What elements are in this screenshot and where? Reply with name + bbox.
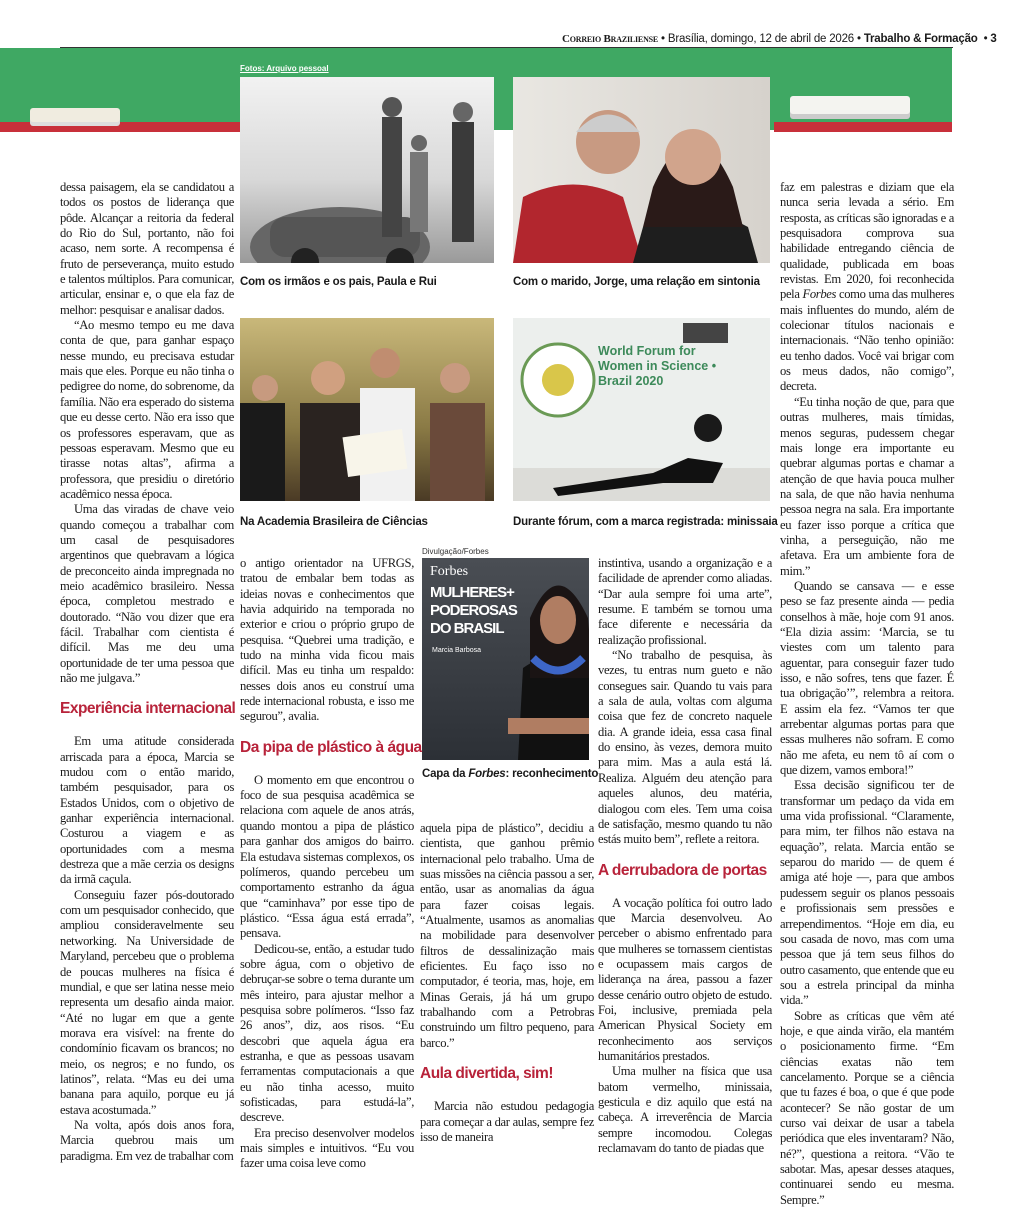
photo-forum: [513, 318, 770, 501]
section-heading: Aula divertida, sim!: [420, 1065, 553, 1083]
article-paragraph: aquela pipa de plástico”, decidiu a cientista, que ganhou prêmio internacional pelo trabalho. Uma de suas missões na ciência passou a ser, então, usar as anomalias da água para fazer coisas legais. “Atualmente, usamos as anomalias na mobilidade para desenvolver filtros de dessalinização mais eficientes. Eu faço isso no computador, é teoria, mas, hoje, em Minas Gerais, já há um grupo trabalhando com a Petrobras construindo um filtro pequeno, para barco.”: [420, 821, 594, 1050]
photo-academy: [240, 318, 494, 501]
red-stripe-right: [774, 122, 952, 132]
article-paragraph: Dedicou-se, então, a estudar tudo sobre água, com o objetivo de debruçar-se sobre o tema durante um mês inteiro, para ajustar melhor a pesquisa sobre polímeros. “Isso faz 26 anos”, diz, aos risos. “Eu descobri que aquela água era estranha, e que as pessoas usavam ferramentas computacionais a que eu não tinha acesso, muito sofisticadas, para estudá-la”, descreve.: [240, 941, 414, 1125]
photo-caption: Com o marido, Jorge, uma relação em sintonia: [513, 276, 760, 288]
article-paragraph: Sobre as críticas que vêm até hoje, e que ainda virão, ela mantém o posicionamento firme. “Em ciências exatas não tem cancelamento. Porque se a ciência que tu fazes é boa, o que é que pode acontecer? Se não gostar de um curso vai deixar de usar a tabela periódica que eles inventaram? Não, né?”, questiona a reitora. “Vão te sabotar. Mas, apesar desses ataques, continuarei sendo eu mesma. Sempre.”: [780, 1008, 954, 1207]
article-paragraph: “Eu tinha noção de que, para que outras mulheres, mais tímidas, menos seguras, pudessem chegar mais longe era importante eu quebrar algumas portas e chamar a atenção de que havia pouca mulher na sala, de que não havia nenhuma pessoa negra na sala. Era importante eu fazer isso porque a crítica que vinha, a perseguição, não me afetava. Era um ambiente fora de mim.”: [780, 394, 954, 578]
red-stripe-left: [0, 122, 240, 132]
newspaper-name: Correio Braziliense: [562, 33, 659, 45]
photo-caption: Com os irmãos e os pais, Paula e Rui: [240, 276, 437, 288]
caption-italic: Forbes: [468, 768, 506, 780]
section-heading: A derrubadora de portas: [598, 861, 767, 879]
caption-text: Capa da: [422, 768, 469, 780]
cover-caption: [422, 768, 598, 780]
article-column-5: [780, 180, 954, 1208]
dateline: Brasília, domingo, 12 de abril de 2026: [667, 33, 854, 45]
section-heading: Da pipa de plástico à água: [240, 738, 422, 756]
article-paragraph: Essa decisão significou ter de transformar um pedaço da vida em uma vida profissional. “Claramente, para mim, ter filhos não estava na equação”, relata. Marcia então se separou do marido — de quem é amiga até hoje —, para que ambos pudessem seguir os planos pessoais e profissionais sem pressões e arrependimentos. “Hoje em dia, eu sou casada de novo, mas com uma pessoa que já tem seus filhos do outro casamento, que entende que eu sou a estrela principal da minha vida.”: [780, 778, 954, 1008]
page-number: 3: [990, 33, 997, 45]
article-paragraph: Uma das viradas de chave veio quando começou a trabalhar com um casal de pesquisadores argentinos que quebravam a lógica de preconceito ainda impregnada no meio acadêmico brasileiro. Nessa época, completou mestrado e doutorado. “Não vou dizer que era fácil. Trabalhar com cientista é difícil. Mas me deu uma oportunidade de ter uma pessoa que não me julgava.”: [60, 502, 234, 685]
article-paragraph: A vocação política foi outro lado que Marcia desenvolveu. Ao perceber o abismo enfrentado para que mulheres se tornassem cientistas e ocupassem mais cargos de liderança na área, passou a fazer desse cenário outro objeto de estudo. Foi, inclusive, premiada pela American Physical Society em reconhecimento aos serviços humanitários prestados.: [598, 895, 772, 1063]
poster-title: World Forum for Women in Science • Brazil 2020: [598, 344, 717, 388]
photo-caption: Na Academia Brasileira de Ciências: [240, 516, 428, 528]
book-illustration-left: [30, 108, 120, 122]
paragraph-text: faz em palestras e diziam que ela nunca seria levada a sério. Em resposta, as críticas são ignoradas e a pesquisadora comprova sua habilidade entregando ciência de qualidade, publicada em boas revistas. Em 2020, foi reconhecida pela: [780, 180, 954, 302]
italic-text: Forbes: [802, 287, 837, 302]
article-paragraph: Conseguiu fazer pós-doutorado com um pesquisador conhecido, que ampliou consideravelmente seu networking. Na Universidade de Maryland, percebeu que o problema de poucas mulheres na física é mundial, e que ser latina nesse meio representa um desafio ainda maior. “Até no lugar em que a gente morava era visível: na frente do condomínio ficavam os brancos; no meio, os negros; e no fundo, os latinos”, relata. “Mas eu dei uma banana para aquilo, porque eu já estava acostumada.”: [60, 887, 234, 1117]
article-paragraph: Na volta, após dois anos fora, Marcia quebrou mais um paradigma. Em vez de trabalhar com: [60, 1117, 234, 1163]
forbes-cover: [422, 558, 589, 760]
article-paragraph: instintiva, usando a organização e a facilidade de aprender como aliadas. “Dar aula sempre foi uma arte”, resume. E também se tornou uma face diferente e necessária da realização profissional.: [598, 556, 772, 647]
article-paragraph: Quando se cansava — e esse peso se faz presente ainda — pedia conselhos à mãe, hoje com 91 anos. “Ela dizia assim: ‘Marcia, se tu viestes com um talento para aguentar, para conseguir fazer tudo isso, e não sofres, tens que fazer. É tua obrigação’”, relembra a reitora. E assim ela fez. “Vamos ter que arrebentar algumas portas para que essas mulheres não sofram. E como não me afeta, eu nem tô aí com o que dizem, vamos embora!”: [780, 578, 954, 778]
article-column-2: [240, 556, 422, 1172]
section-name: Trabalho & Formação: [863, 33, 978, 45]
cover-brand: Forbes: [430, 564, 469, 579]
article-paragraph: o antigo orientador na UFRGS, tratou de embalar bem todas as ideias novas e conhecimentos que havia adquirido na temporada no exterior e criou o próprio grupo de pesquisa. “Quebrei uma tradição, e tudo na minha vida ficou mais difícil. Mas eu tinha um respaldo: nesses dois anos eu construí uma rede internacional robusta, e isso me segurou”, avalia.: [240, 556, 414, 724]
article-paragraph: [780, 180, 954, 395]
page-header: Correio Braziliense • Brasília, domingo, 12 de abril de 2026 • Trabalho & Formação • 3: [562, 33, 997, 45]
section-heading: Experiência internacional: [60, 700, 236, 718]
family-photo-illustration: [240, 77, 494, 263]
article-paragraph: Em uma atitude considerada arriscada para a época, Marcia se mudou com o então marido, também pesquisador, para os Estados Unidos, com o objetivo de ganhar experiência internacional. Costurou a viagem e as oportunidades com a mesma destreza que a mãe cerzia os designs da irmã caçula.: [60, 734, 234, 887]
article-column-1: [60, 180, 234, 1164]
article-column-3: [420, 821, 594, 1145]
couple-photo-illustration: [513, 77, 770, 263]
photo-caption: Durante fórum, com a marca registrada: minissaia: [513, 516, 778, 528]
photo-credit: Fotos: Arquivo pessoal: [240, 64, 329, 73]
article-paragraph: Era preciso desenvolver modelos mais simples e intuitivos. “Eu vou fazer uma coisa leve como: [240, 1125, 414, 1171]
paragraph-text: como uma das mulheres mais influentes do mundo, além de colecionar títulos nacionais e internacionais. “Não tenho opinião: eu tenho dados. Você vai brigar com os meus dados, não comigo”, decreta.: [780, 287, 954, 394]
photo-family: [240, 77, 494, 263]
cover-credit: Divulgação/Forbes: [422, 547, 489, 556]
caption-text: : reconhecimento: [505, 768, 599, 780]
cover-headline: MULHERES+ PODEROSAS DO BRASIL: [430, 584, 517, 637]
article-column-4: [598, 556, 772, 1156]
article-paragraph: Marcia não estudou pedagogia para começar a dar aulas, sempre fez isso de maneira: [420, 1099, 594, 1144]
article-paragraph: “Ao mesmo tempo eu me dava conta de que, para ganhar espaço nesse mundo, eu precisava estudar mais que eles. Porque eu não tinha o pedigree do nome, do sobrenome, da família. Não era esperado do sistema que eu desse certo. Não era isso que os professores esperavam, que as pessoas esperavam. Mesmo que eu tirasse notas altas”, afirma a professora, que presidiu o diretório acadêmico nessa época.: [60, 318, 234, 501]
article-paragraph: dessa paisagem, ela se candidatou a todos os postos de liderança que pôde. Alcançar a reitoria da federal do Rio do Sul, portanto, não foi acaso, nem sorte. A recompensa é fruto de perseverança, muito estudo e talentos múltiplos. Para comunicar, articular, ensinar e, o que ela faz de melhor: pesquisar e analisar dados.: [60, 180, 234, 317]
academy-photo-illustration: [240, 318, 494, 501]
article-paragraph: Uma mulher na física que usa batom vermelho, minissaia, gesticula e diz aquilo que está na cabeça. A irreverência de Marcia sempre incomodou. Colegas reclamavam do tanto de piadas que: [598, 1064, 772, 1156]
book-illustration-right: [790, 96, 910, 114]
photo-couple: [513, 77, 770, 263]
article-paragraph: O momento em que encontrou o foco de sua pesquisa acadêmica se relaciona com aquele de anos atrás, quando montou a pipa de plástico para ganhar dos amigos do bairro. Ela estudava sistemas complexos, os polímeros, quando percebeu um comportamento estranho da água que “caminhava” por esse tipo de plástico. “Essa água está errada”, pensava.: [240, 772, 414, 941]
cover-name: Marcia Barbosa: [432, 647, 482, 654]
article-paragraph: “No trabalho de pesquisa, às vezes, tu entras num gueto e não consegues sair. Quando tu vais para a sala de aula, voltas com alguma coisa que fez de concreto naquele dia. A grande ideia, essa casa final do ensino, às vezes, demora muito para mim. Mas a aula está lá. Realiza. Alguém deu atenção para aqueles alunos, deu matéria, dialogou com eles. Tem uma coisa de satisfação, mesmo quando tu não estás muito bem”, reflete a reitora.: [598, 648, 772, 847]
